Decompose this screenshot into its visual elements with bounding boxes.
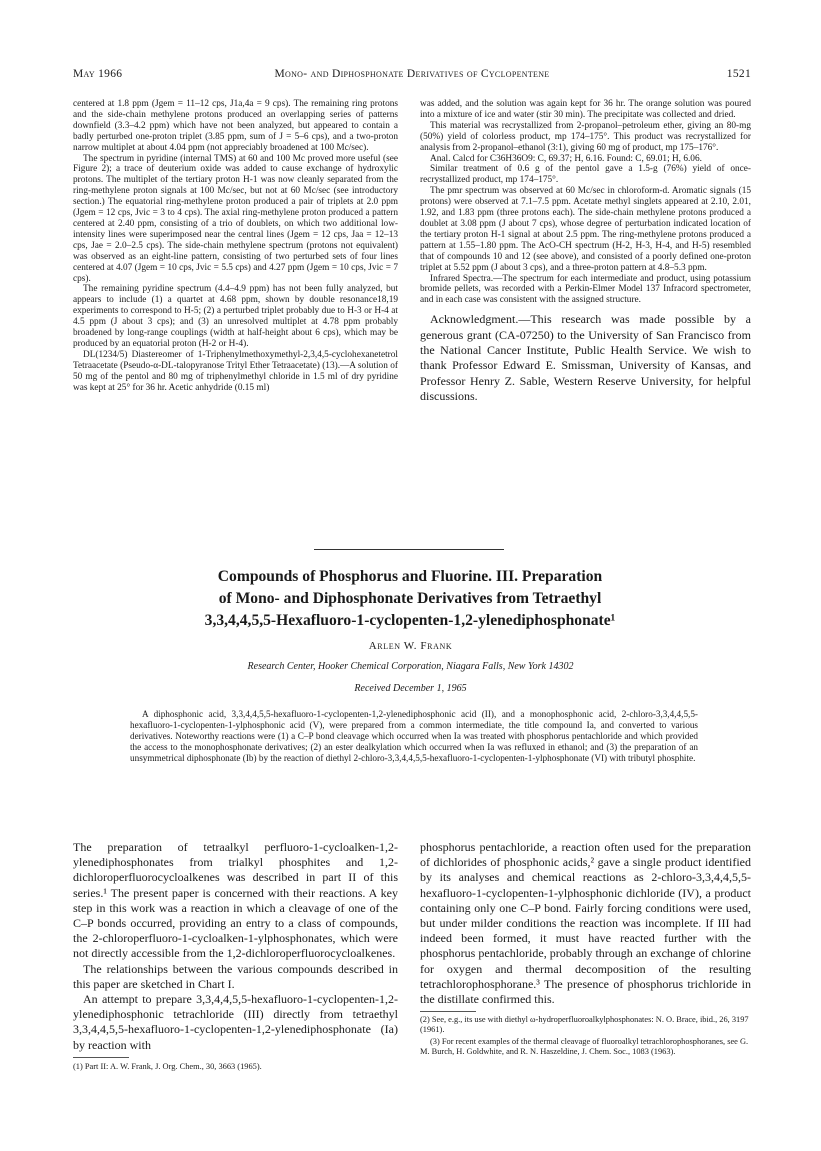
paragraph: An attempt to prepare 3,3,4,4,5,5-hexafluoro-1-cyclopenten-1,2-ylenediphosphonic tetrachloride (III) directly from tetraethyl 3,3,4,4,5,5-hexafluoro-1-cyclopenten-1,2-ylenediphosphonate (Ia) by reaction with: [73, 992, 398, 1052]
title-line: of Mono- and Diphosphonate Derivatives from Tetraethyl: [218, 590, 602, 607]
footnote: (3) For recent examples of the thermal cleavage of fluoroalkyl tetrachlorophosphoranes, see G. M. Burch, H. Goldwhite, and R. N. Haszeldine, J. Chem. Soc., 1083 (1963).: [420, 1037, 749, 1057]
title-line: Compounds of Phosphorus and Fluorine. III. Preparation: [217, 568, 603, 585]
paragraph: Similar treatment of 0.6 g of the pentol gave a 1.5-g (76%) yield of once-recrystallized product, mp 174–175°.: [420, 164, 751, 186]
previous-article-right-column: [420, 99, 751, 539]
author: Arlen W. Frank: [368, 640, 453, 652]
header-date: May 1966: [73, 68, 123, 80]
affiliation: Research Center, Hooker Chemical Corporation, Niagara Falls, New York 14302: [247, 661, 574, 672]
paragraph: DL(1234/5) Diastereomer of 1-Triphenylmethoxymethyl-2,3,4,5-cyclohexanetetrol Tetraacetate (Pseudo-α-DL-talopyranose Trityl Ether Tetraacetate) (13).—A solution of 50 mg of the pentol and 80 mg of triphenylmethyl chloride in 1.5 ml of dry pyridine was kept at 25° for 36 hr. Acetic anhydride (0.15 ml): [73, 349, 398, 393]
article-title: [120, 566, 700, 632]
received-date: Received December 1, 1965: [354, 683, 467, 694]
previous-article-left-column: [73, 99, 398, 539]
abstract: A diphosphonic acid, 3,3,4,4,5,5-hexafluoro-1-cyclopenten-1,2-ylenediphosphonic acid (II), and a monophosphonic acid, 2-chloro-3,3,4,4,5,5-hexafluoro-1-cyclopenten-1-ylphosphonic acid (V), were prepared from a common intermediate, the title compound Ia, and converted to various derivatives. Noteworthy reactions were (1) a C–P bond cleavage which occurred when Ia was treated with phosphorus pentachloride and which provided the access to the monophosphonate derivatives; (2) an ester dealkylation which occurred when Ia was refluxed in ethanol; and (3) the preparation of an unsymmetrical diphosphonate (Ib) by the reaction of diethyl 2-chloro-3,3,4,4,5,5-hexafluoro-1-cyclopenten-1-ylphosphonate (VI) with tributyl phosphite.: [130, 709, 698, 763]
paragraph: was added, and the solution was again kept for 36 hr. The orange solution was poured into a mixture of ice and water (stir 30 min). The precipitate was collected and dried.: [420, 99, 751, 120]
section-divider: [314, 549, 504, 550]
paragraph: The pmr spectrum was observed at 60 Mc/sec in chloroform-d. Aromatic signals (15 protons) were observed at 7.1–7.5 ppm. Acetate methyl singlets appeared at 2.10, 2.01, 1.92, and 1.83 ppm (three protons each). The side-chain methylene protons produced a doublet at 3.08 ppm (J about 7 cps), whose degree of perturbation indicated location of the tertiary proton H-1 signal at about 2.5 ppm. The ring-methylene protons produced a pattern at 1.55–1.80 ppm. The AcO-CH spectrum (H-2, H-3, H-4, and H-5) resembled that of compounds 10 and 12 (see above), and consisted of a poorly defined one-proton triplet at 5.52 ppm (J about 3 cps), and a three-proton pattern at 4.8–5.3 ppm.: [420, 186, 751, 273]
paragraph: The relationships between the various compounds described in this paper are sketched in Chart I.: [73, 961, 398, 991]
paragraph: The remaining pyridine spectrum (4.4–4.9 ppm) has not been fully analyzed, but appears to include (1) a quartet at 4.68 ppm, shown by double resonance18,19 experiments to correspond to H-5; (2) a perturbed triplet probably due to H-3 or H-4 at 4.5 ppm (J about 3 cps); and (3) an unresolved multiplet at 4.78 ppm probably broadened by long-range couplings (width at half-height about 6 cps), which may be produced by an equatorial proton (H-2 or H-4).: [73, 284, 398, 349]
footnote: (2) See, e.g., its use with diethyl ω-hydroperfluoroalkylphosphonates: N. O. Brace, ibid., 26, 3197 (1961).: [420, 1015, 749, 1035]
footnote: (1) Part II: A. W. Frank, J. Org. Chem., 30, 3663 (1965).: [73, 1061, 262, 1071]
acknowledgment: Acknowledgment.—This research was made possible by a generous grant (CA-07250) to the University of San Francisco from the National Cancer Institute, Public Health Service. We wish to thank Professor Edward E. Smissman, University of Kansas, and Professor Henry Z. Sable, Western Reserve University, for helpful discussions.: [420, 312, 751, 404]
paragraph: phosphorus pentachloride, a reaction often used for the preparation of dichlorides of phosphonic acids,² gave a single product identified by its analyses and chemical reactions as 2-chloro-3,3,4,4,5,5-hexafluoro-1-cyclopenten-1-ylphosphonic dichloride (IV), a product containing only one C–P bond. Fairly forcing conditions were used, but under milder conditions the reaction was incomplete. If III had indeed been formed, it must have reacted further with the phosphorus pentachloride, probably through an exchange of chlorine for oxygen and thermal decomposition of the resulting tetrachlorophosphorane.³ The presence of phosphorus trichloride in the distillate confirmed this.: [420, 840, 751, 1007]
article-left-column: [73, 840, 398, 1072]
article-right-column: [420, 840, 751, 1057]
page-number: 1521: [726, 68, 751, 80]
header-title: Mono- and Diphosphonate Derivatives of Cyclopentene: [274, 68, 550, 80]
footnote-rule: [73, 1057, 129, 1058]
paragraph: Anal. Calcd for C36H36O9: C, 69.37; H, 6.16. Found: C, 69.01; H, 6.06.: [430, 153, 702, 164]
title-line: 3,3,4,4,5,5-Hexafluoro-1-cyclopenten-1,2-ylenediphosphonate¹: [204, 612, 616, 629]
running-head: [73, 68, 751, 84]
paragraph: centered at 1.8 ppm (Jgem = 11–12 cps, J1a,4a = 9 cps). The remaining ring protons and the side-chain methylene protons produced an overlapping series of patterns downfield (3.3–4.2 ppm) which have not been analyzed, but appeared to contain a badly perturbed one-proton triplet (3.85 ppm, sum of J = 5–6 cps), and a two-proton narrow multiplet at about 4.04 ppm (not appreciably broadened at 100 Mc/sec).: [73, 99, 398, 153]
paragraph: This material was recrystallized from 2-propanol–petroleum ether, giving an 80-mg (50%) yield of colorless product, mp 174–175°. This product was recrystallized for analysis from 2-propanol–ethanol (3:1), giving 60 mg of product, mp 175–176°.: [420, 120, 751, 153]
paragraph: The preparation of tetraalkyl perfluoro-1-cycloalken-1,2-ylenediphosphonates from trialkyl phosphites and 1,2-dichloroperfluorocycloalkenes was described in part II of this series.¹ The present paper is concerned with their reactions. A key step in this work was a reaction in which a cleavage of one of the C–P bonds occurred, providing an entry to a class of compounds, the 2-chloroperfluoro-1-cycloalken-1-ylphosphonates, which were not directly accessible from the 1,2-dichloroperfluorocycloalkenes.: [73, 840, 398, 961]
footnote-rule: [420, 1011, 476, 1012]
paragraph: Infrared Spectra.—The spectrum for each intermediate and product, using potassium bromide pellets, was recorded with a Perkin-Elmer Model 137 Infracord spectrometer, and in each case was consistent with the assigned structure.: [420, 273, 751, 306]
paragraph: The spectrum in pyridine (internal TMS) at 60 and 100 Mc proved more useful (see Figure 2); a trace of deuterium oxide was added to cause exchange of hydroxylic protons. The multiplet of the tertiary proton H-1 was now cleanly separated from the ring-methylene proton signals at 100 Mc/sec, but not at 60 Mc/sec (see introductory section.) The equatorial ring-methylene proton produced a pair of triplets at 2.0 ppm (Jgem = 12 cps, Jvic = 3 to 4 cps). The axial ring-methylene proton produced a pattern centered at 2.40 ppm, consisting of a trio of doublets, on which two additional low-intensity lines were superimposed near the central lines (Jgem = 12 cps, Jaa = 12–13 cps, Jae = 2.0–2.5 cps). The side-chain methylene spectrum (protons not equivalent) was observed as an eight-line pattern, consisting of two perturbed sets of four lines centered at 4.07 (Jgem = 10 cps, Jvic = 5.5 cps) and 4.27 ppm (Jgem = 10 cps, Jvic = 7 cps).: [73, 153, 398, 284]
